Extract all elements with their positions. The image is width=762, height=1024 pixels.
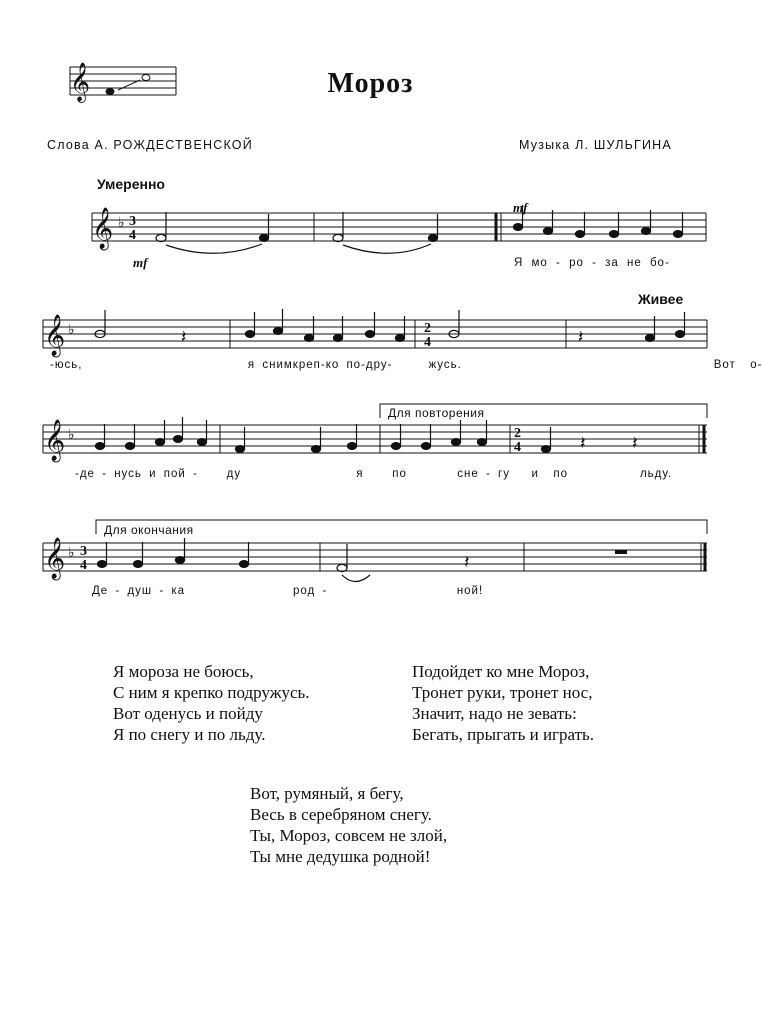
quarter-rest-icon: 𝄽 <box>578 327 584 348</box>
quarter-rest-icon: 𝄽 <box>580 433 586 454</box>
ending-bracket-label: Для окончания <box>104 523 194 537</box>
svg-text:2: 2 <box>424 321 431 336</box>
treble-clef-icon: 𝄞 <box>44 315 66 356</box>
quarter-rest-icon: 𝄽 <box>464 552 470 573</box>
quarter-rest-icon: 𝄽 <box>632 433 638 454</box>
flat-icon: ♭ <box>118 215 125 231</box>
svg-text:3: 3 <box>80 544 87 559</box>
composer-credit: Музыка Л. ШУЛЬГИНА <box>519 138 672 152</box>
lyrics-line-1: Я мо - ро - за не бо- <box>514 257 670 269</box>
verse-2: Подойдет ко мне Мороз, Тронет руки, тронет нос, Значит, надо не зевать: Бегать, прыгать и играть. <box>412 662 595 744</box>
treble-clef-icon: 𝄞 <box>70 62 91 102</box>
verse-1: Я мороза не боюсь, С ним я крепко подружусь. Вот оденусь и пойду Я по снегу и по льду. <box>113 662 310 744</box>
svg-text:4: 4 <box>514 440 521 455</box>
svg-text:3: 3 <box>129 214 136 229</box>
dynamic-mf-intro: mf <box>133 255 148 270</box>
treble-clef-icon: 𝄞 <box>92 208 114 249</box>
dynamic-mf-voice: mf <box>513 200 528 215</box>
verse-3: Вот, румяный, я бегу, Весь в серебряном снегу. Ты, Мороз, совсем не злой, Ты мне дедушка родной! <box>250 784 448 866</box>
tempo-livelier: Живее <box>638 291 684 307</box>
svg-text:2: 2 <box>514 426 521 441</box>
flat-icon: ♭ <box>68 322 75 338</box>
lyricist-credit: Слова А. РОЖДЕСТВЕНСКОЙ <box>47 138 253 152</box>
song-title: Мороз <box>327 68 414 99</box>
flat-icon: ♭ <box>68 427 75 443</box>
lyrics-line-3: -де - нусь и пой - ду я по сне - гу и по льду. <box>75 468 673 480</box>
lyrics-line-4: Де - душ - ка род - ной! <box>92 585 484 597</box>
quarter-rest-icon: 𝄽 <box>181 327 187 348</box>
treble-clef-icon: 𝄞 <box>44 420 66 461</box>
staff-3 <box>43 404 707 453</box>
svg-text:4: 4 <box>129 228 136 243</box>
svg-text:4: 4 <box>80 558 87 573</box>
repeat-bracket-label: Для повторения <box>388 406 485 420</box>
flat-icon: ♭ <box>68 545 75 561</box>
svg-text:4: 4 <box>424 335 431 350</box>
tempo-moderato: Умеренно <box>97 176 165 192</box>
treble-clef-icon: 𝄞 <box>44 538 66 579</box>
lyrics-line-2: -юсь, я снимкреп-ко по-дру- жусь. Вот о- <box>50 359 762 371</box>
